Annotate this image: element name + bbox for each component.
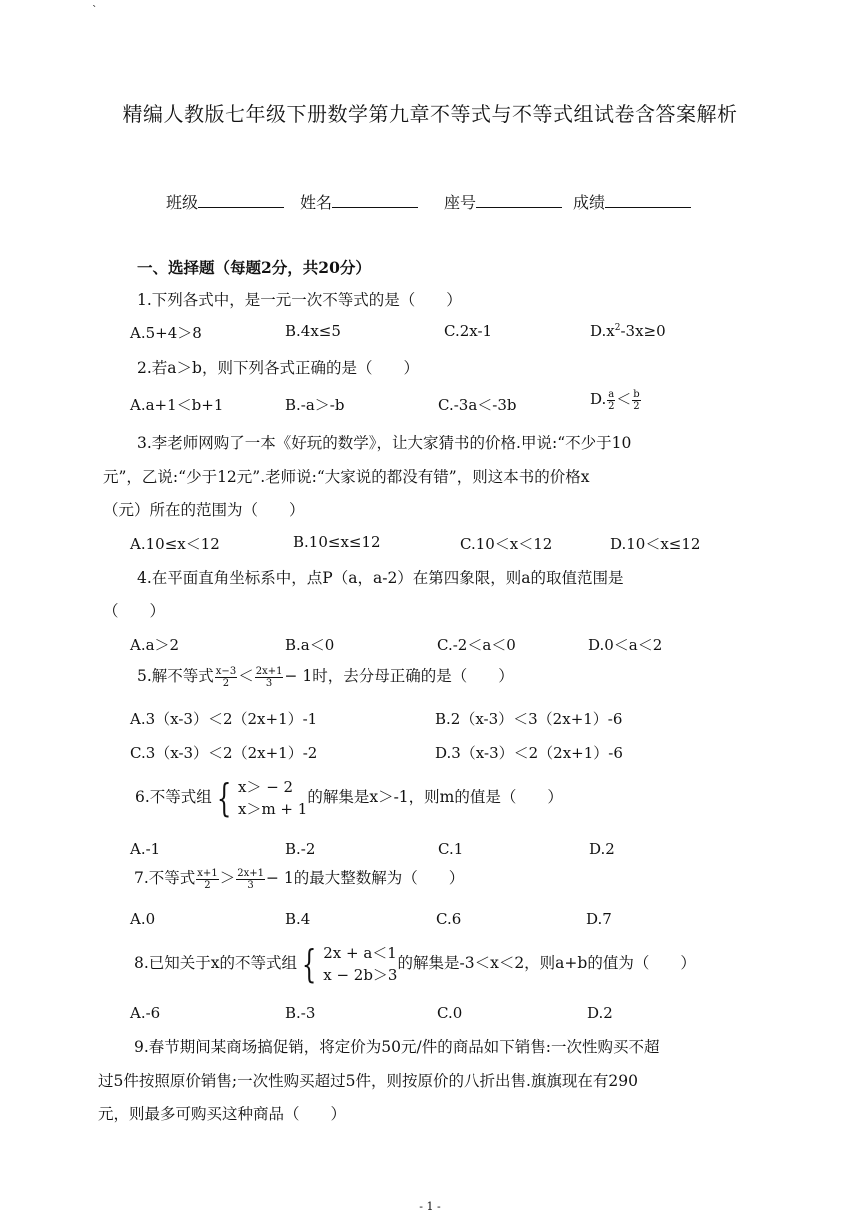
q3-option-b: B.10≤x≤12 bbox=[293, 533, 381, 551]
question-4-line-1: 4.在平面直角坐标系中，点P（a，a-2）在第四象限，则a的取值范围是 bbox=[137, 569, 624, 587]
q6-option-d: D.2 bbox=[589, 840, 615, 858]
q6-option-a: A.-1 bbox=[130, 840, 161, 858]
q2-option-c: C.-3a＜-3b bbox=[438, 396, 517, 414]
q7-option-a: A.0 bbox=[130, 910, 156, 928]
equation-system: { 2x + a＜1 x − 2b＞3 bbox=[301, 942, 398, 986]
q1-option-c: C.2x-1 bbox=[444, 322, 493, 340]
q5-option-b: B.2（x-3）＜3（2x+1）-6 bbox=[435, 710, 623, 728]
fraction: $\frac{x+1}{2}$ bbox=[197, 867, 218, 891]
question-2: 2.若a＞b，则下列各式正确的是（ ） bbox=[137, 359, 419, 377]
question-9-line-3: 元，则最多可购买这种商品（ ） bbox=[98, 1105, 347, 1123]
question-3-line-1: 3.李老师网购了一本《好玩的数学》，让大家猜书的价格.甲说:“不少于10 bbox=[137, 434, 632, 452]
q1-option-a: A.5+4＞8 bbox=[130, 324, 202, 342]
question-9-line-2: 过5件按照原价销售;一次性购买超过5件，则按原价的八折出售.旗旗现在有290 bbox=[98, 1072, 638, 1090]
q2-option-b: B.-a＞-b bbox=[285, 396, 345, 414]
q4-option-c: C.-2＜a＜0 bbox=[437, 636, 516, 654]
q7-option-d: D.7 bbox=[586, 910, 612, 928]
section-heading: 一、选择题（每题2分，共20分） bbox=[137, 258, 371, 277]
question-4-line-2: （ ） bbox=[103, 602, 166, 620]
info-class: 班级 bbox=[166, 190, 284, 213]
q2-option-d: D. $\frac{a}{2}$ ＜ $\frac{b}{2}$ bbox=[590, 388, 640, 412]
q7-option-c: C.6 bbox=[436, 910, 462, 928]
fraction: $\frac{2x+1}{3}$ bbox=[255, 665, 283, 689]
info-name: 姓名 bbox=[300, 190, 418, 213]
fraction: $\frac{2x+1}{3}$ bbox=[237, 867, 264, 891]
equation-system: { x＞ − 2 x＞m + 1 bbox=[216, 776, 308, 820]
question-8: 8.已知关于x的不等式组 { 2x + a＜1 x − 2b＞3 的解集是-3＜x＜2，则a+b的值为（ ） bbox=[134, 942, 696, 986]
q1-option-b: B.4x≤5 bbox=[285, 322, 341, 340]
fraction: $\frac{x-3}{2}$ bbox=[215, 665, 237, 689]
q5-option-a: A.3（x-3）＜2（2x+1）-1 bbox=[130, 710, 318, 728]
question-3-line-3: （元）所在的范围为（ ） bbox=[103, 501, 305, 519]
q3-option-d: D.10＜x≤12 bbox=[610, 535, 701, 553]
question-6: 6.不等式组 { x＞ − 2 x＞m + 1 的解集是x＞-1，则m的值是（ ） bbox=[135, 776, 563, 820]
page-number: - 1 - bbox=[419, 1200, 441, 1213]
q4-option-d: D.0＜a＜2 bbox=[588, 636, 663, 654]
q7-option-b: B.4 bbox=[285, 910, 311, 928]
q6-option-b: B.-2 bbox=[285, 840, 316, 858]
q4-option-b: B.a＜0 bbox=[285, 636, 335, 654]
q8-option-a: A.-6 bbox=[130, 1004, 161, 1022]
q3-option-c: C.10＜x＜12 bbox=[460, 535, 553, 553]
fraction: $\frac{b}{2}$ bbox=[633, 388, 640, 412]
question-7: 7.不等式 $\frac{x+1}{2}$ ＞ $\frac{2x+1}{3}$ − 1的最大整数解为（ ） bbox=[134, 867, 465, 891]
question-3-line-2: 元”，乙说:“少于12元”.老师说:“大家说的都没有错”，则这本书的价格x bbox=[103, 468, 590, 486]
q8-option-d: D.2 bbox=[587, 1004, 613, 1022]
question-5: 5.解不等式 $\frac{x-3}{2}$ ＜ $\frac{2x+1}{3}$ − 1时，去分母正确的是（ ） bbox=[137, 665, 514, 689]
q8-option-c: C.0 bbox=[437, 1004, 463, 1022]
q3-option-a: A.10≤x＜12 bbox=[130, 535, 220, 553]
q1-option-d: $D.x^2-3x\ge 0$ bbox=[590, 322, 666, 340]
q5-option-c: C.3（x-3）＜2（2x+1）-2 bbox=[130, 744, 318, 762]
info-score: 成绩 bbox=[573, 190, 691, 213]
q6-option-c: C.1 bbox=[438, 840, 464, 858]
q2-option-a: A.a+1＜b+1 bbox=[130, 396, 224, 414]
question-9-line-1: 9.春节期间某商场搞促销，将定价为50元/件的商品如下销售:一次性购买不超 bbox=[134, 1038, 660, 1056]
fraction: $\frac{a}{2}$ bbox=[608, 388, 615, 412]
q8-option-b: B.-3 bbox=[285, 1004, 316, 1022]
question-1: 1.下列各式中，是一元一次不等式的是（ ） bbox=[137, 291, 462, 309]
page-title: 精编人教版七年级下册数学第九章不等式与不等式组试卷含答案解析 bbox=[122, 102, 738, 126]
q5-option-d: D.3（x-3）＜2（2x+1）-6 bbox=[435, 744, 623, 762]
info-seat: 座号 bbox=[444, 190, 562, 213]
corner-mark: ` bbox=[92, 4, 98, 17]
q4-option-a: A.a＞2 bbox=[130, 636, 180, 654]
